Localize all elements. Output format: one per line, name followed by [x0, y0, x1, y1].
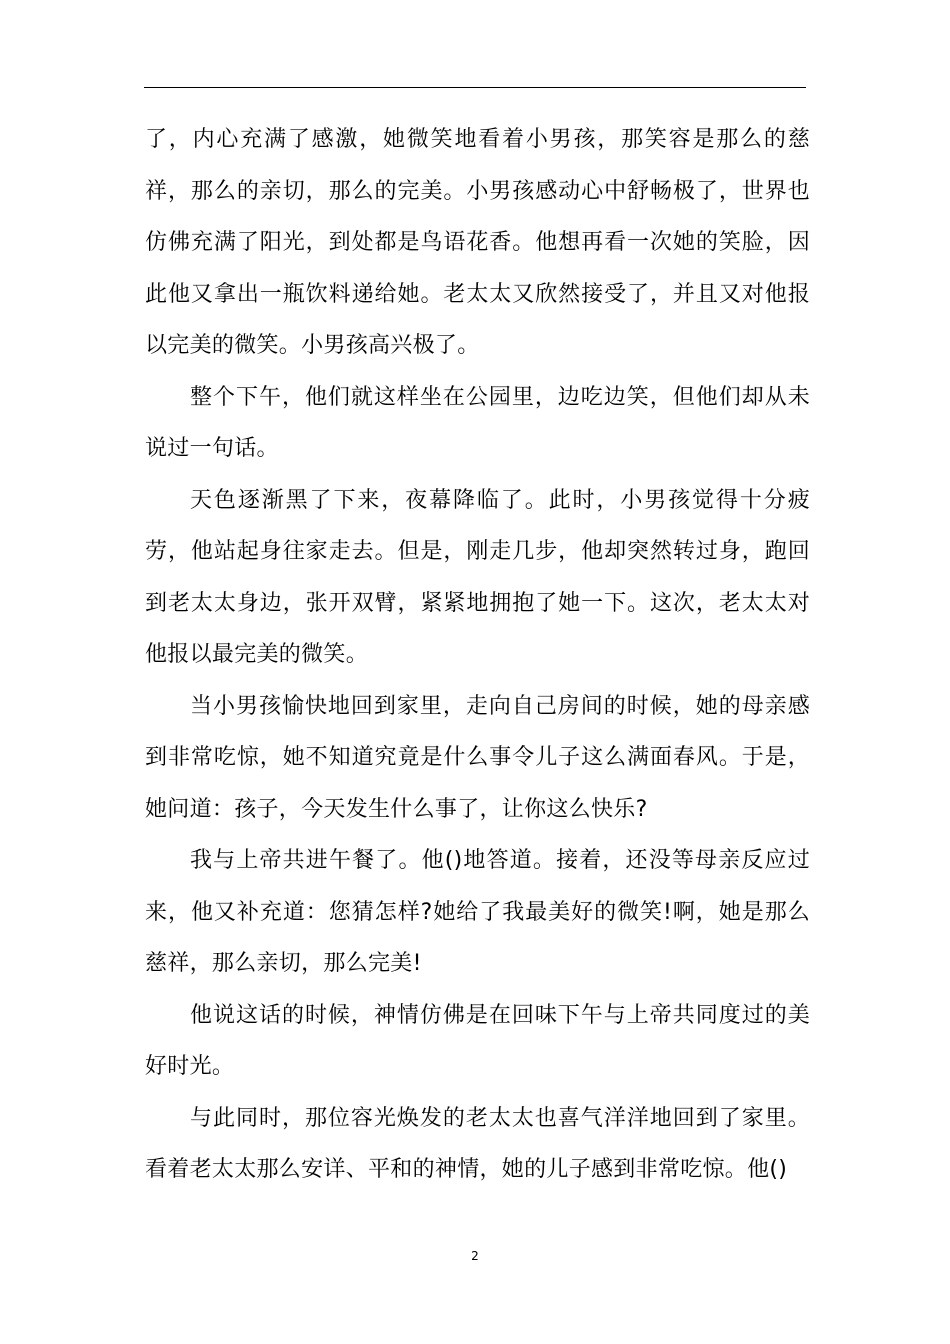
- paragraph-5: 我与上帝共进午餐了。他()地答道。接着，还没等母亲反应过来，他又补充道：您猜怎样?她给了我最美好的微笑!啊，她是那么慈祥，那么亲切，那么完美!: [145, 848, 810, 976]
- paragraph-2: 整个下午，他们就这样坐在公园里，边吃边笑，但他们却从未说过一句话。: [145, 384, 810, 461]
- page-number: 2: [471, 1249, 479, 1263]
- paragraph-7: 与此同时，那位容光焕发的老太太也喜气洋洋地回到了家里。看着老太太那么安详、平和的神情，她的儿子感到非常吃惊。他(): [145, 1105, 810, 1182]
- paragraph-6: 他说这话的时候，神情仿佛是在回味下午与上帝共同度过的美好时光。: [145, 1002, 810, 1079]
- paragraph-3: 天色逐渐黑了下来，夜幕降临了。此时，小男孩觉得十分疲劳，他站起身往家走去。但是，刚走几步，他却突然转过身，跑回到老太太身边，张开双臂，紧紧地拥抱了她一下。这次，老太太对他报以最完美的微笑。: [145, 487, 810, 667]
- body-text: [145, 114, 810, 1196]
- paragraph-4: 当小男孩愉快地回到家里，走向自己房间的时候，她的母亲感到非常吃惊，她不知道究竟是什么事令儿子这么满面春风。于是，她问道：孩子，今天发生什么事了，让你这么快乐?: [145, 693, 810, 822]
- paragraph-1: 了，内心充满了感激，她微笑地看着小男孩，那笑容是那么的慈祥，那么的亲切，那么的完美。小男孩感动心中舒畅极了，世界也仿佛充满了阳光，到处都是鸟语花香。他想再看一次她的笑脸，因此他又拿出一瓶饮料递给她。老太太又欣然接受了，并且又对他报以完美的微笑。小男孩高兴极了。: [145, 127, 810, 358]
- header-rule: [144, 87, 806, 88]
